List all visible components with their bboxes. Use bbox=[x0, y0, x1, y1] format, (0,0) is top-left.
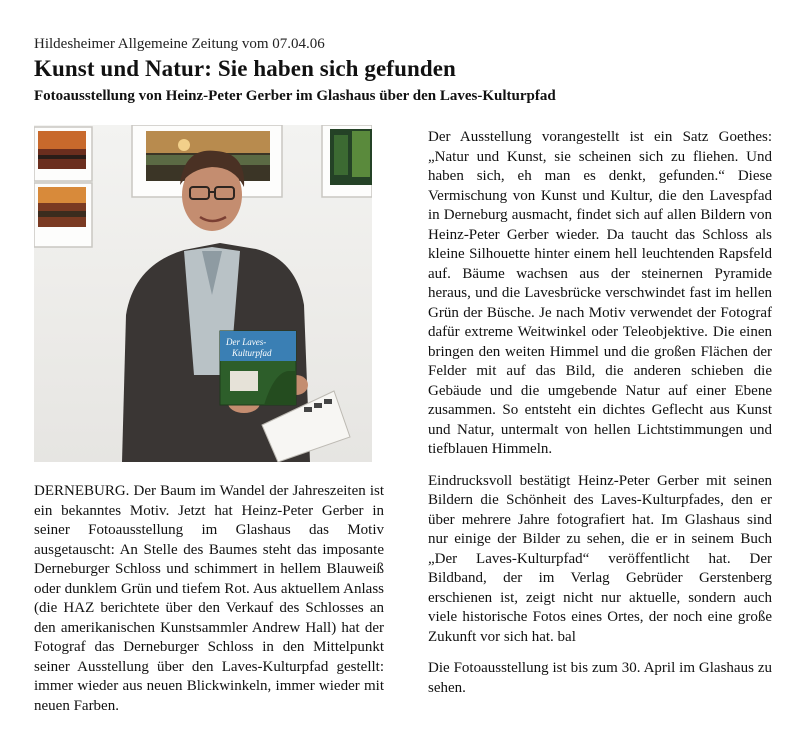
book-title-line2: Kulturpfad bbox=[232, 348, 272, 358]
book-cover bbox=[220, 331, 296, 405]
article-paragraph: DERNEBURG. Der Baum im Wandel der Jahreszeiten ist ein bekanntes Motiv. Jetzt hat Heinz-Peter Gerber in seiner Fotoausstellung im Glashaus das Motiv ausgetauscht: An Stelle des Baumes steht das imposante Derneburger Schloss und schimmert in hellem Blauweiß oder dunklem Grün und tiefem Rot. Aus aktuellem Anlass (die HAZ berichtete über den Verkauf des Schlosses an den amerikanischen Kunstsammler Andrew Hall) hat der Fotograf das Derneburger Schloss in den Mittelpunkt seiner Ausstellung über den Laves-Kulturpfad gestellt: immer wieder aus neuen Blickwinkeln, immer wieder mit neuen Farben. bbox=[34, 483, 384, 714]
book-title-line1: Der Laves- bbox=[226, 337, 267, 347]
article-photo bbox=[34, 125, 372, 462]
framed-picture-left-top bbox=[34, 127, 92, 181]
headline: Kunst und Natur: Sie haben sich gefunden bbox=[34, 56, 456, 81]
article-paragraph: Die Fotoausstellung ist bis zum 30. April im Glashaus zu sehen. bbox=[428, 660, 772, 696]
framed-picture-right bbox=[322, 125, 372, 197]
framed-picture-left-bottom bbox=[34, 183, 92, 247]
article-paragraph: Der Ausstellung vorangestellt ist ein Satz Goethes: „Natur und Kunst, sie scheinen sich zu fliehen. Und haben sich, eh man es denkt, gefunden.“ Diese Vermischung von Kunst und Kultur, die den Lavespfad in Derneburg ausmacht, findet sich auf allen Bildern von Heinz-Peter Gerber wieder. Da taucht das Schloss als kleine Silhouette hinter einem hell leuchtenden Rapsfeld auf. Bäume wachsen aus der steinernen Pyramide heraus, und die Lavesbrücke verschwindet fast im hellen Grün der Büsche. Je nach Motiv verwendet der Fotograf dafür extreme Weitwinkel oder Teleobjektive. Die einen bringen den weiten Himmel und die großen Flächen der Felder mit auf das Bild, die anderen schieben die Gebäude und die umgebende Natur auf einer Ebene zusammen. So entsteht ein dichtes Geflecht aus Kunst und Natur, untermalt von hellen Lichtstimmungen und tiefblauen Himmeln. bbox=[428, 129, 772, 457]
subheadline: Fotoausstellung von Heinz-Peter Gerber im Glashaus über den Laves-Kulturpfad bbox=[34, 88, 556, 104]
article-left-column bbox=[34, 482, 384, 716]
source-line: Hildesheimer Allgemeine Zeitung vom 07.04.06 bbox=[34, 36, 325, 52]
article-paragraph: Eindrucksvoll bestätigt Heinz-Peter Gerber mit seinen Bildern die Schönheit des Laves-Kulturpfades, den er über mehrere Jahre fotografiert hat. Im Glashaus sind nur einige der Bilder zu sehen, die er in seinem Buch „Der Laves-Kulturpfad“ veröffentlicht hat. Der Bildband, der im Verlag Gebrüder Gerstenberg erschienen ist, zeigt nicht nur aktuelle, sondern auch viele historische Fotos eines Ortes, der noch eine große Zukunft vor sich hat. bal bbox=[428, 472, 772, 645]
article-right-column bbox=[428, 128, 772, 698]
